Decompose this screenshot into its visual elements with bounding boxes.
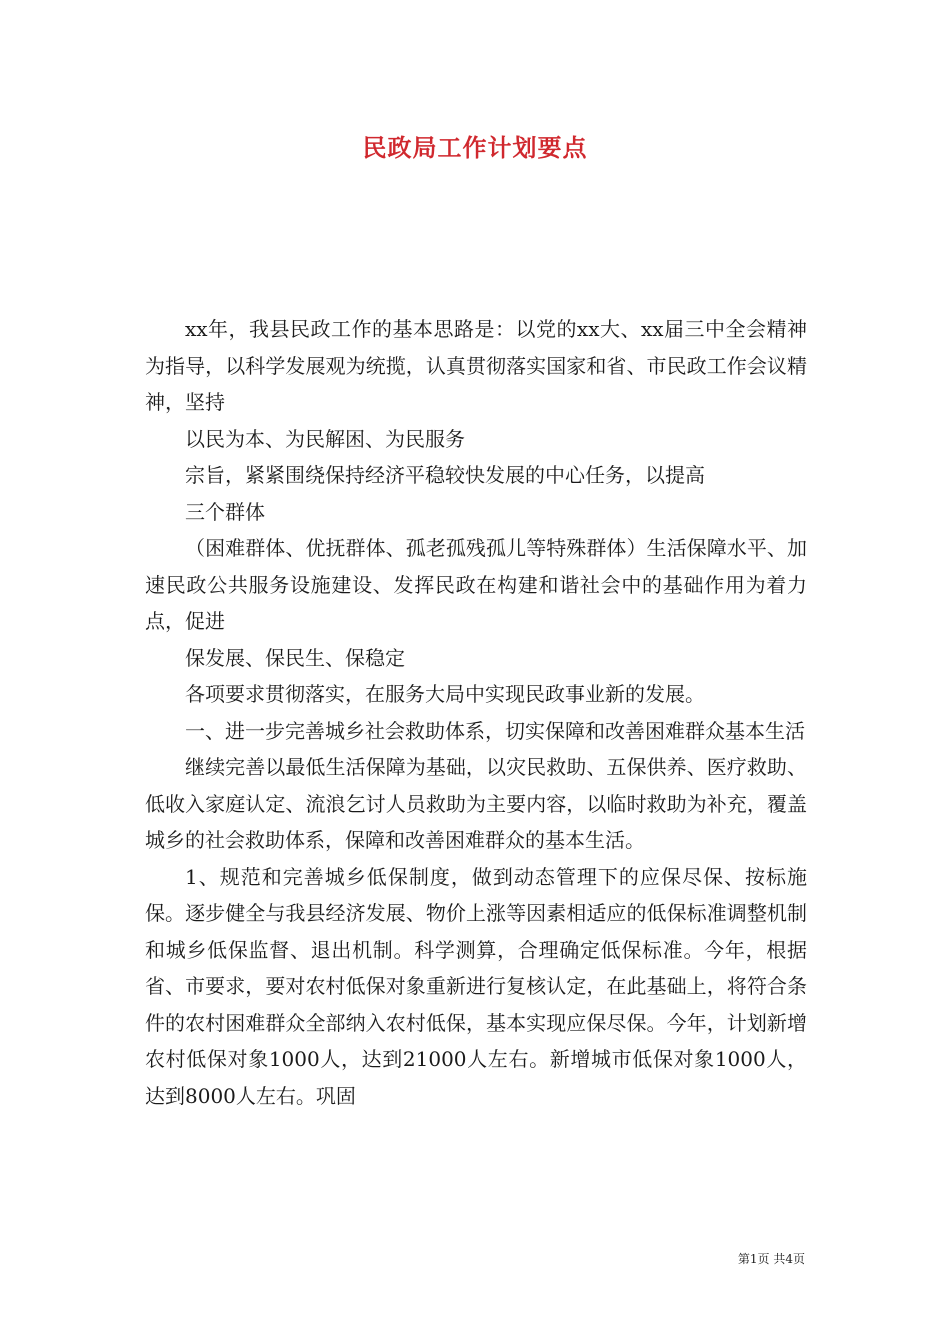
paragraph: 以民为本、为民解困、为民服务	[185, 426, 465, 451]
document-title: 民政局工作计划要点	[362, 133, 588, 162]
paragraph: 继续完善以最低生活保障为基础，以灾民救助、五保供养、医疗救助、低收入家庭认定、流浪乞讨人员救助为主要内容，以临时救助为补充，覆盖城乡的社会救助体系，保障和改善困难群众的基本生活。	[145, 755, 807, 852]
paragraph: 各项要求贯彻落实，在服务大局中实现民政事业新的发展。	[185, 682, 705, 706]
page-footer: 第1页 共4页	[737, 1252, 805, 1266]
paragraph: 1、规范和完善城乡低保制度，做到动态管理下的应保尽保、按标施保。逐步健全与我县经济发展、物价上涨等因素相适应的低保标准调整机制和城乡低保监督、退出机制。科学测算，合理确定低保标准。今年，根据省、市要求，要对农村低保对象重新进行复核认定，在此基础上，将符合条件的农村困难群众全部纳入农村低保，基本实现应保尽保。今年，计划新增农村低保对象1000人，达到21000人左右。新增城市低保对象1000人，达到8000人左右。巩固	[145, 864, 807, 1108]
paragraph: xx年，我县民政工作的基本思路是：以党的xx大、xx届三中全会精神为指导，以科学发展观为统揽，认真贯彻落实国家和省、市民政工作会议精神，坚持	[145, 317, 807, 414]
paragraph: （困难群体、优抚群体、孤老孤残孤儿等特殊群体）生活保障水平、加速民政公共服务设施建设、发挥民政在构建和谐社会中的基础作用为着力点，促进	[145, 536, 807, 633]
section-heading: 一、进一步完善城乡社会救助体系，切实保障和改善困难群众基本生活	[185, 718, 805, 743]
paragraph: 三个群体	[185, 499, 265, 524]
paragraph: 保发展、保民生、保稳定	[185, 645, 405, 670]
document-body	[145, 311, 807, 1114]
paragraph: 宗旨，紧紧围绕保持经济平稳较快发展的中心任务，以提高	[185, 463, 705, 487]
